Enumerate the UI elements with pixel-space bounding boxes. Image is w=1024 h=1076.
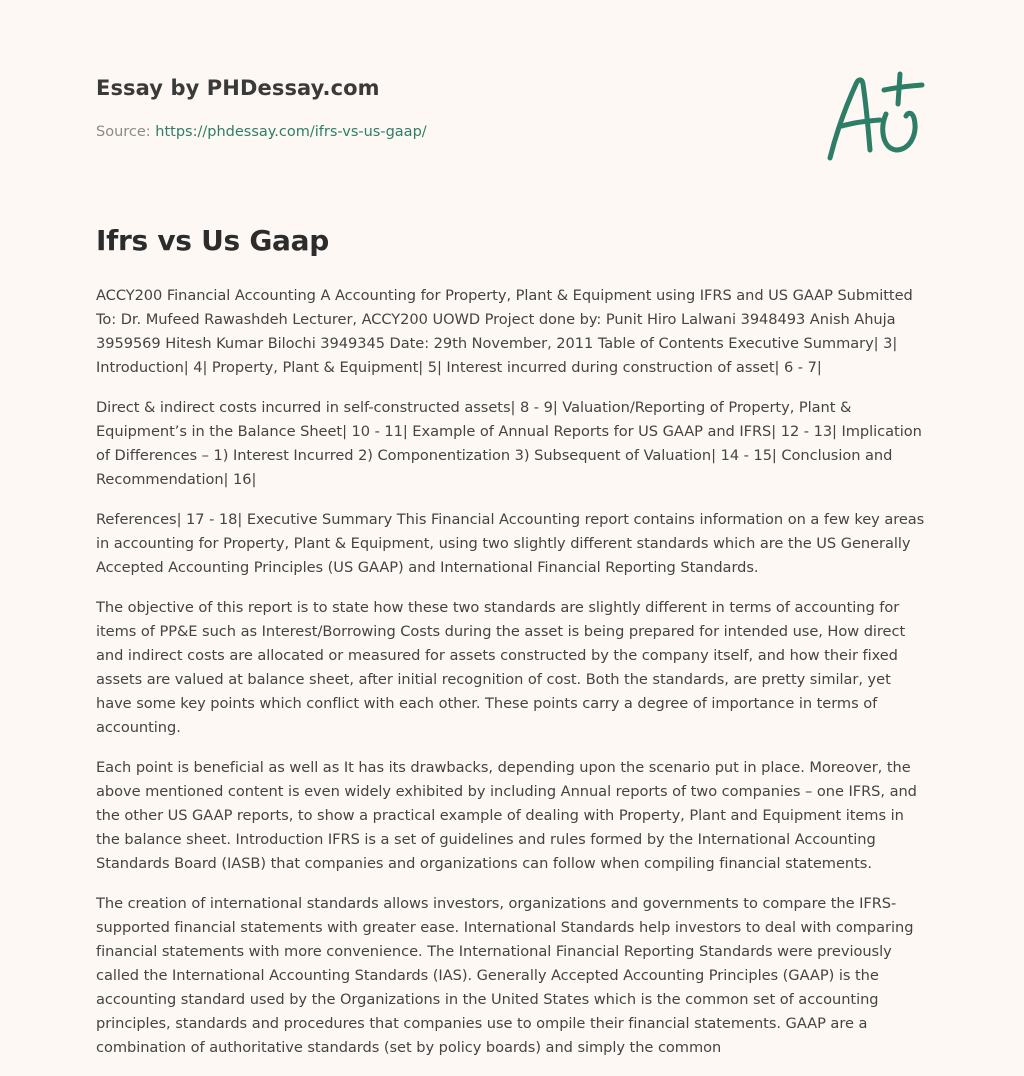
source-label: Source: <box>96 124 156 140</box>
essay-title: Ifrs vs Us Gaap <box>96 224 329 257</box>
essay-paragraph: Direct & indirect costs incurred in self-constructed assets| 8 - 9| Valuation/Reporting of Property, Plant & Equipment’s in the Balance Sheet| 10 - 11| Example of Annual Reports for US GAAP and IFRS| 12 - 13| Implication of Differences – 1) Interest Incurred 2) Componentization 3) Subsequent of Valuation| 14 - 15| Conclusion and Recommendation| 16| <box>96 399 922 488</box>
source-line <box>96 124 427 140</box>
essay-paragraph: The objective of this report is to state how these two standards are slightly different in terms of accounting for items of PP&E such as Interest/Borrowing Costs during the asset is being prepared for intended use, How direct and indirect costs are allocated or measured for assets constructed by the company itself, and how their fixed assets are valued at balance sheet, after initial recognition of cost. Both the standards, are pretty similar, yet have some key points which conflict with each other. These points carry a degree of importance in terms of accounting. <box>96 599 906 736</box>
essay-paragraph: References| 17 - 18| Executive Summary This Financial Accounting report contains information on a few key areas in accounting for Property, Plant & Equipment, using two slightly different standards which are the US Generally Accepted Accounting Principles (US GAAP) and International Financial Reporting Standards. <box>96 511 925 576</box>
page-header <box>96 76 926 140</box>
site-brand: Essay by PHDessay.com <box>96 76 380 100</box>
a-plus-logo-icon <box>822 68 928 164</box>
essay-body <box>96 284 928 1076</box>
essay-paragraph: ACCY200 Financial Accounting A Accounting for Property, Plant & Equipment using IFRS and US GAAP Submitted To: Dr. Mufeed Rawashdeh Lecturer, ACCY200 UOWD Project done by: Punit Hiro Lalwani 3948493 Anish Ahuja 3959569 Hitesh Kumar Bilochi 3949345 Date: 29th November, 2011 Table of Contents Executive Summary| 3| Introduction| 4| Property, Plant & Equipment| 5| Interest incurred during construction of asset| 6 - 7| <box>96 287 913 376</box>
essay-paragraph: Each point is beneficial as well as It has its drawbacks, depending upon the scenario put in place. Moreover, the above mentioned content is even widely exhibited by including Annual reports of two companies – one IFRS, and the other US GAAP reports, to show a practical example of dealing with Property, Plant and Equipment items in the balance sheet. Introduction IFRS is a set of guidelines and rules formed by the International Accounting Standards Board (IASB) that companies and organizations can follow when compiling financial statements. <box>96 759 917 872</box>
essay-paragraph: The creation of international standards allows investors, organizations and governments to compare the IFRS-supported financial statements with greater ease. International Standards help investors to deal with comparing financial statements with more convenience. The International Financial Reporting Standards were previously called the International Accounting Standards (IAS). Generally Accepted Accounting Principles (GAAP) is the accounting standard used by the Organizations in the United States which is the common set of accounting principles, standards and procedures that companies use to ompile their financial statements. GAAP are a combination of authoritative standards (set by policy boards) and simply the common <box>96 895 914 1056</box>
source-link[interactable]: https://phdessay.com/ifrs-vs-us-gaap/ <box>155 124 427 140</box>
